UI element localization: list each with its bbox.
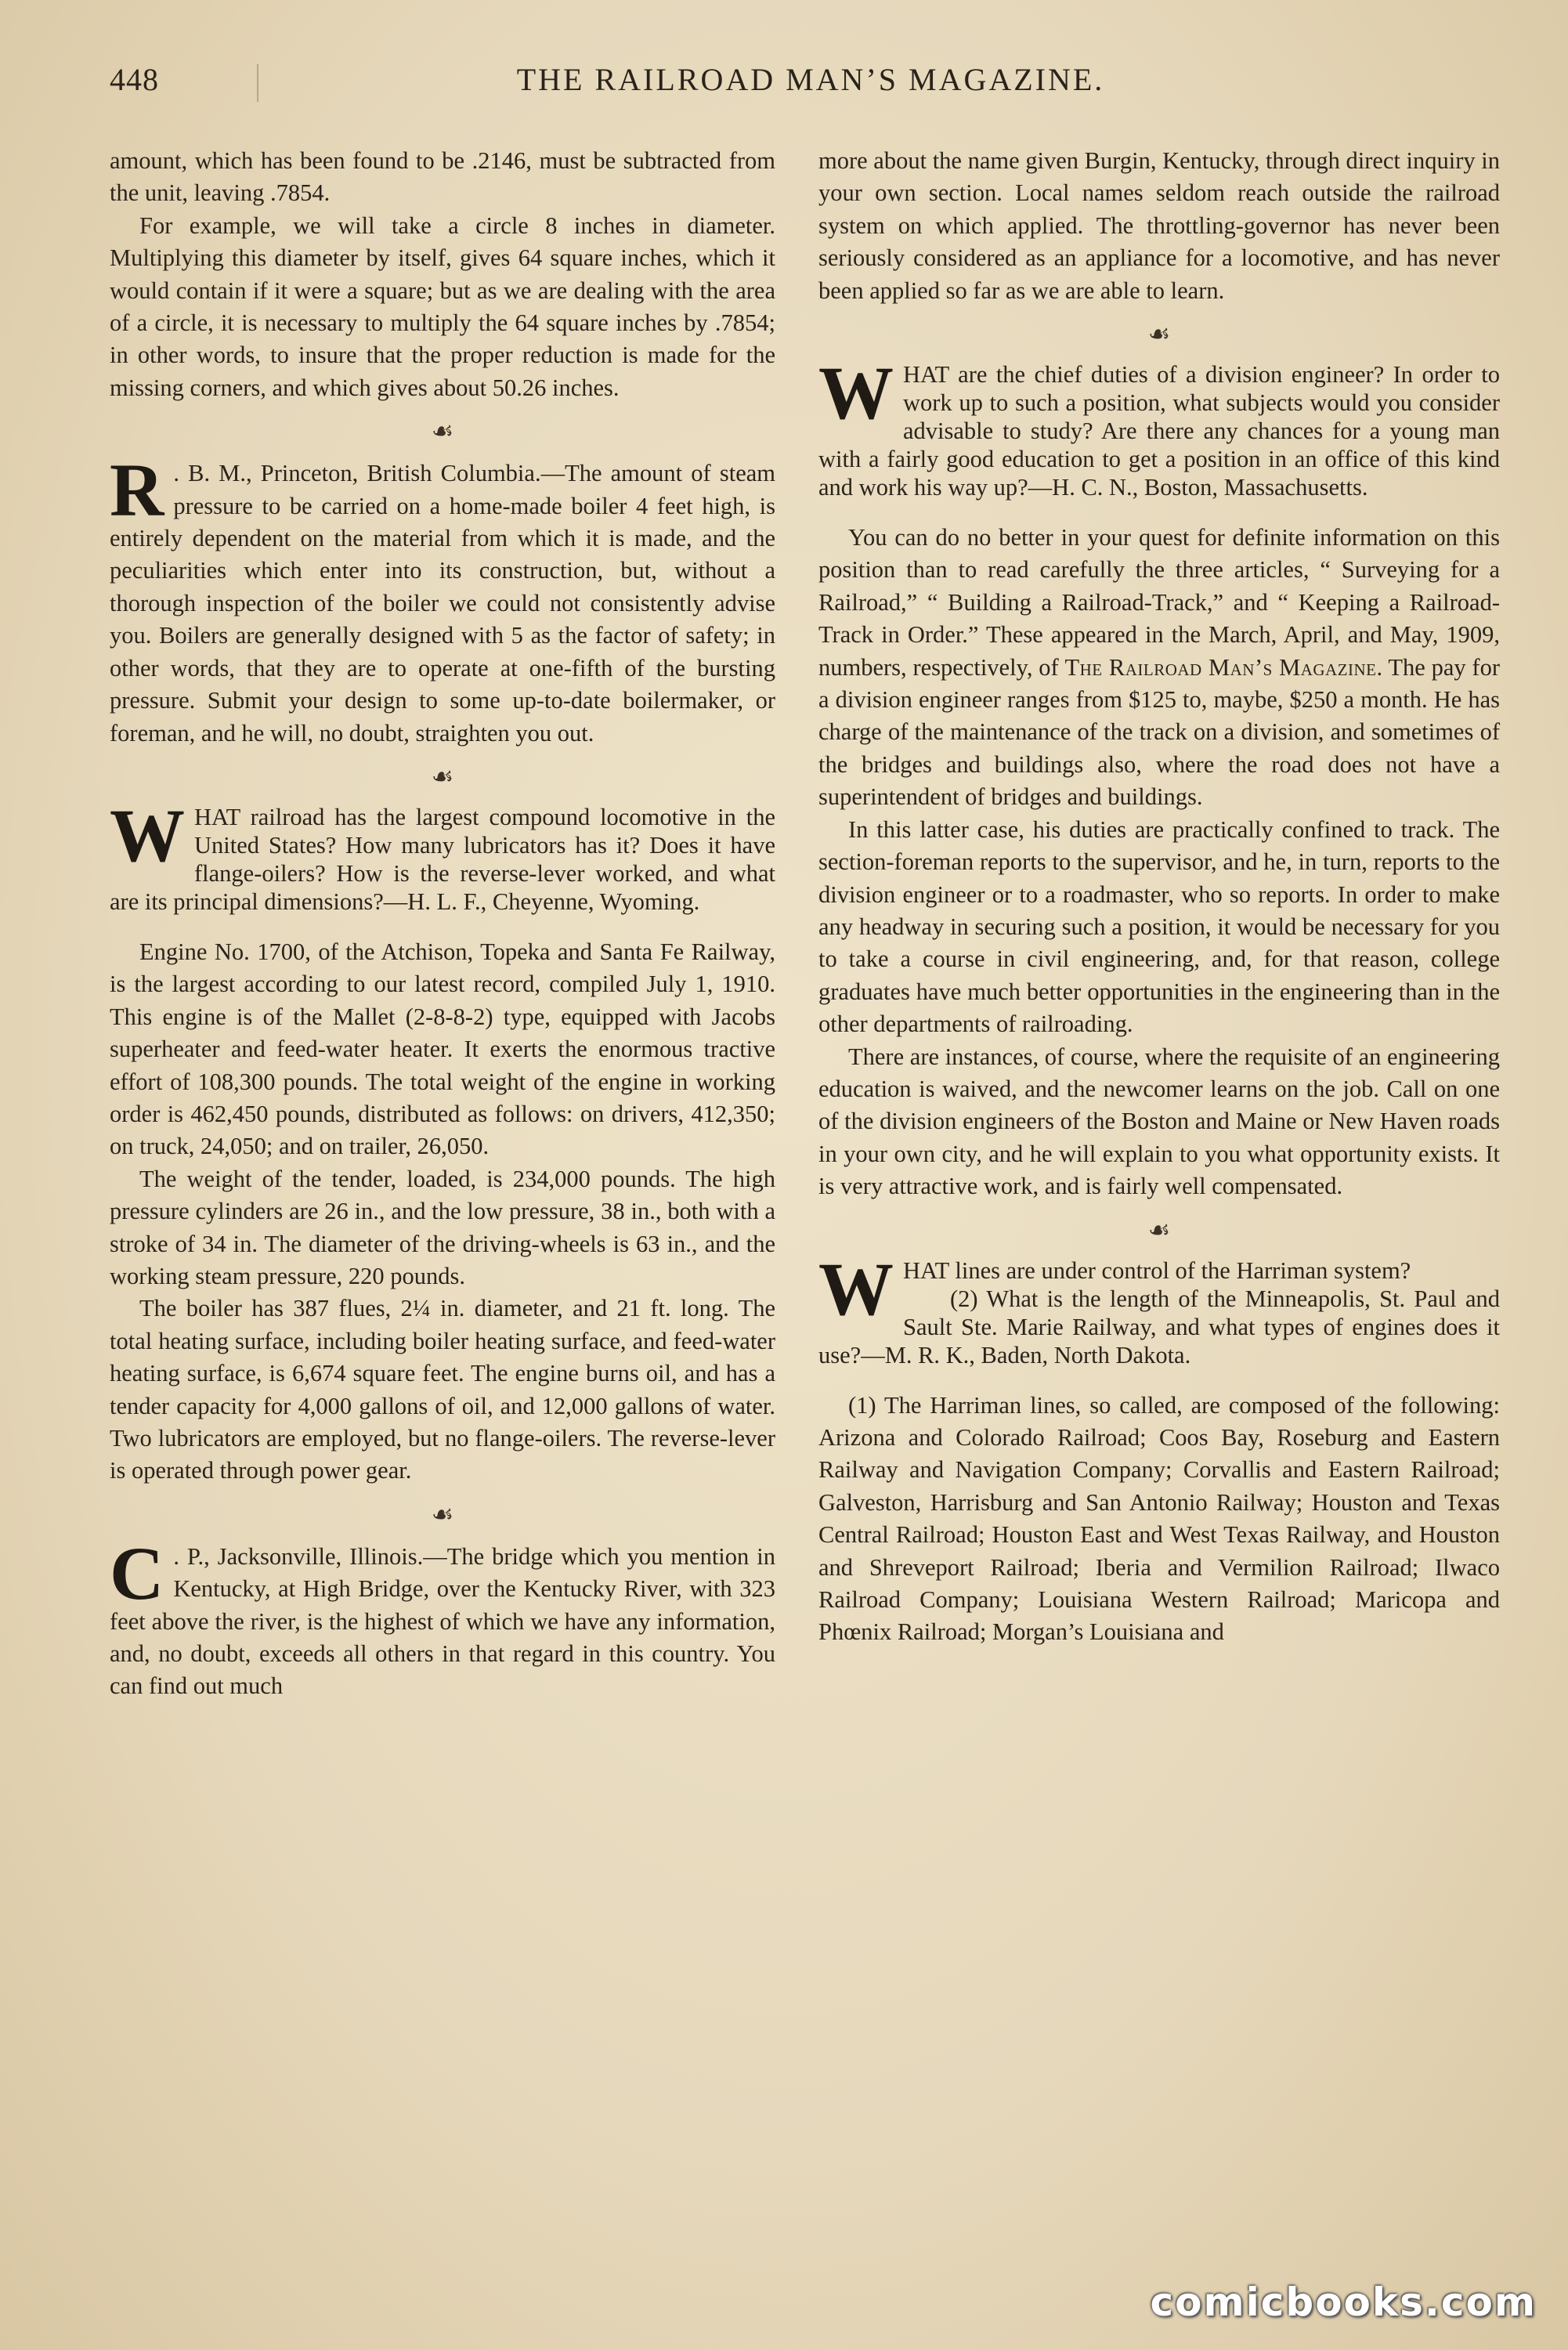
fleuron-ornament: ☙: [431, 417, 454, 446]
running-header: [110, 61, 1512, 108]
fleuron-ornament: ☙: [431, 761, 454, 790]
right-column: [818, 145, 1500, 1649]
left-column: [110, 145, 775, 1703]
question-mrk: [818, 1246, 1500, 1369]
question-text: HAT are the chief duties of a division engineer? In order to work up to such a position, what subjects would you consider advisable to study? Are there any chances for a young man with a fairly good education to get a position in an office of this kind and work his way up?—H. C. N., Boston, Massachusetts.: [818, 361, 1500, 501]
magazine-name: The Railroad Man’s Magazine: [1064, 653, 1377, 681]
paragraph: The weight of the tender, loaded, is 234,000 pounds. The high pressure cylinders are 26 in., and the low pressure, 38 in., both with a stroke of 34 in. The diameter of the driving-wheels is 63 in., and the working steam pressure, 220 pounds.: [110, 1165, 775, 1289]
watermark-logo: comicbooks.com: [1150, 2280, 1537, 2325]
magazine-title: THE RAILROAD MAN’S MAGAZINE.: [516, 62, 1105, 97]
question-text: HAT railroad has the largest compound locomotive in the United States? How many lubricators has it? Does it have flange-oilers? How is the reverse-lever worked, and what are its principal dimensions?—H. L. F., Cheyenne, Wyoming.: [110, 803, 775, 915]
paragraph: Engine No. 1700, of the Atchison, Topeka and Santa Fe Railway, is the largest according to our latest record, compiled July 1, 1910. This engine is of the Mallet (2-8-8-2) type, equipped with Jacobs superheater and feed-water heater. It exerts the enormous tractive effort of 108,300 pounds. The total weight of the engine in working order is 462,450 pounds, distributed as follows: on drivers, 412,350; on truck, 24,050; and on trailer, 26,050.: [110, 938, 775, 1160]
question-hlf: [110, 793, 775, 916]
fleuron-ornament: ☙: [1147, 1215, 1171, 1244]
paragraph: For example, we will take a circle 8 inches in diameter. Multiplying this diameter by itself, gives 64 square inches, which it would contain if it were a square; but as we are dealing with the area of a circle, it is necessary to multiply the 64 square inches by .7854; in other words, to insure that the proper reduction is made for the missing corners, and which gives about 50.26 inches.: [110, 212, 775, 401]
gutter-mark: [257, 64, 258, 102]
fleuron-ornament: ☙: [431, 1499, 454, 1528]
text-run: . The pay for a division engineer ranges from $125 to, maybe, $250 a month. He has charge of the maintenance of the track on a division, and sometimes of the bridges and buildings also, where the road does not have a superintendent of bridges and buildings.: [818, 653, 1500, 811]
paragraph: The boiler has 387 flues, 2¼ in. diameter, and 21 ft. long. The total heating surface, including boiler heating surface, and feed-water heating surface, is 6,674 square feet. The engine burns oil, and has a tender capacity for 4,000 gallons of oil, and 12,000 gallons of water. Two lubricators are employed, but no flange-oilers. The reverse-lever is operated through power gear.: [110, 1295, 775, 1484]
paragraph: In this latter case, his duties are practically confined to track. The section-foreman reports to the supervisor, and he, in turn, reports to the division engineer or to a roadmaster, who so reports. In order to make any headway in securing such a position, it would be necessary for you to take a course in civil engineering, and, for that reason, college graduates have much better opportunities in the engineering than in the other departments of railroading.: [818, 815, 1500, 1038]
drop-cap: C: [110, 1531, 164, 1615]
fleuron-ornament: ☙: [1147, 320, 1171, 349]
drop-cap: W: [110, 793, 185, 877]
paragraph: [818, 522, 1500, 814]
answer-rbm: [110, 448, 775, 750]
paragraph: more about the name given Burgin, Kentucky, through direct inquiry in your own section. Local names seldom reach outside the railroad system on which applied. The throttling-governor has never been seriously considered as an appliance for a locomotive, and has never been applied so far as we are able to learn.: [818, 147, 1500, 304]
answer-cp: [110, 1531, 775, 1703]
question-text: HAT lines are under control of the Harriman system?: [903, 1256, 1411, 1284]
paragraph: There are instances, of course, where the requisite of an engineering education is waived, and the newcomer learns on the job. Call on one of the division engineers of the Boston and Maine or New Haven roads in your own city, and he will explain to you what opportunity exists. It is very attractive work, and is fairly well compensated.: [818, 1043, 1500, 1200]
text-run: You can do no better in your quest for definite information on this position than to read carefully the three articles, “ Surveying for a Railroad,” “ Building a Railroad-Track,” and “ Keeping a Railroad-Track in Order.” These appeared in the March, April, and May, 1909, numbers, respectively, of: [818, 524, 1500, 681]
answer-text: . B. M., Princeton, British Columbia.—The amount of steam pressure to be carried on a home-made boiler 4 feet high, is entirely dependent on the material from which it is made, and the peculiarities which enter into its construction, but, without a thorough inspection of the boiler we could not consistently advise you. Boilers are generally designed with 5 as the factor of safety; in other words, that they are to operate at one-fifth of the bursting pressure. Submit your design to some up-to-date boilermaker, or foreman, and he will, no doubt, straighten you out.: [110, 460, 775, 747]
question-text: (2) What is the length of the Minneapolis, St. Paul and Sault Ste. Marie Railway, and what types of engines does it use?—M. R. K., Baden, North Dakota.: [818, 1285, 1500, 1368]
answer-text: . P., Jacksonville, Illinois.—The bridge which you mention in Kentucky, at High Bridge, over the Kentucky River, with 323 feet above the river, is the highest of which we have any information, and, no doubt, exceeds all others in that regard in this country. You can find out much: [110, 1542, 775, 1700]
drop-cap: R: [110, 448, 164, 533]
paragraph: amount, which has been found to be .2146, must be subtracted from the unit, leaving .7854.: [110, 147, 775, 207]
drop-cap: W: [818, 351, 894, 436]
paragraph: (1) The Harriman lines, so called, are composed of the following: Arizona and Colorado Railroad; Coos Bay, Roseburg and Eastern Railway and Navigation Company; Corvallis and Eastern Railroad; Galveston, Harrisburg and San Antonio Railway; Houston and Texas Central Railroad; Houston East and West Texas Railway, and Houston and Shreveport Railroad; Iberia and Vermilion Railroad; Ilwaco Railroad Company; Louisiana Western Railroad; Maricopa and Phœnix Railroad; Morgan’s Louisiana and: [818, 1391, 1500, 1646]
drop-cap: W: [818, 1246, 894, 1331]
page-number: 448: [110, 62, 159, 97]
question-hcn: [818, 351, 1500, 501]
